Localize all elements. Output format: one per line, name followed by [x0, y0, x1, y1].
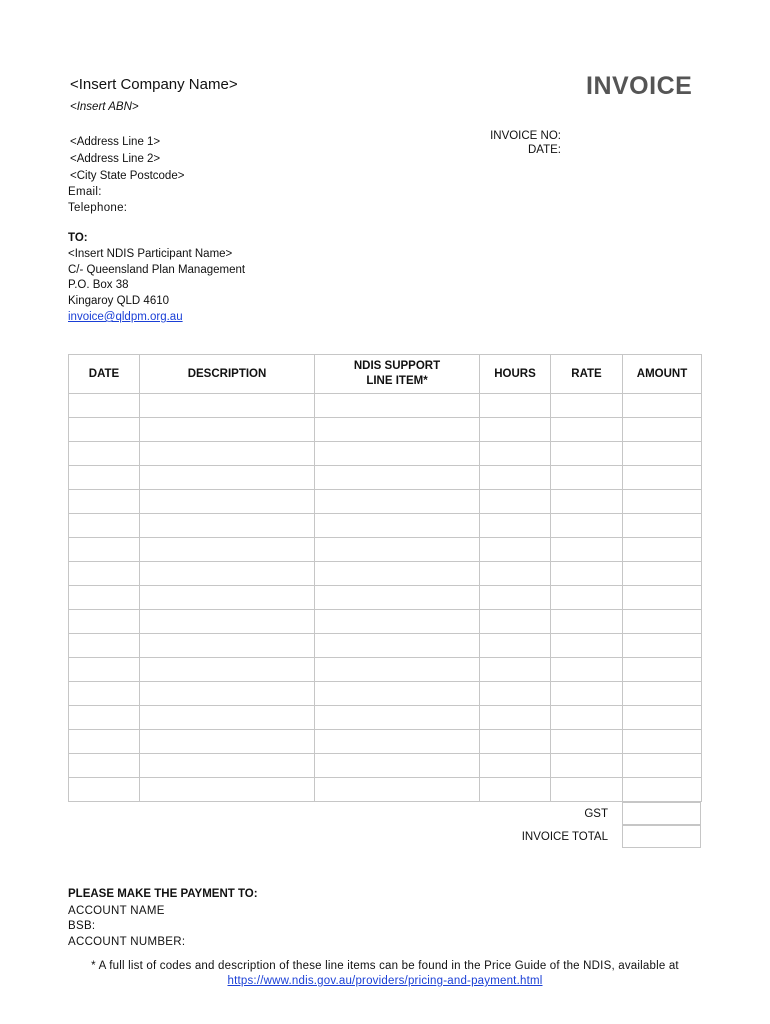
- company-name: <Insert Company Name>: [70, 76, 238, 93]
- cell-date[interactable]: [69, 466, 140, 490]
- bsb-label: BSB:: [68, 920, 96, 932]
- address-line-2: <Address Line 2>: [70, 153, 161, 165]
- cell-description[interactable]: [140, 466, 315, 490]
- cell-description[interactable]: [140, 586, 315, 610]
- cell-amount[interactable]: [623, 706, 702, 730]
- cell-description[interactable]: [140, 610, 315, 634]
- footnote-text: * A full list of codes and description of these line items can be found in the Price Guide of the NDIS, available at: [91, 960, 679, 972]
- participant-name: <Insert NDIS Participant Name>: [68, 248, 233, 260]
- table-row: [69, 514, 702, 538]
- cell-amount[interactable]: [623, 514, 702, 538]
- cell-hours[interactable]: [480, 394, 551, 418]
- cell-description[interactable]: [140, 442, 315, 466]
- cell-date[interactable]: [69, 418, 140, 442]
- table-row: [69, 610, 702, 634]
- cell-date[interactable]: [69, 730, 140, 754]
- cell-description[interactable]: [140, 490, 315, 514]
- cell-date[interactable]: [69, 562, 140, 586]
- cell-amount[interactable]: [623, 442, 702, 466]
- cell-date[interactable]: [69, 610, 140, 634]
- cell-description[interactable]: [140, 778, 315, 802]
- cell-ndis-support-line-item[interactable]: [315, 394, 480, 418]
- cell-ndis-support-line-item[interactable]: [315, 562, 480, 586]
- cell-ndis-support-line-item[interactable]: [315, 634, 480, 658]
- cell-description[interactable]: [140, 658, 315, 682]
- cell-date[interactable]: [69, 682, 140, 706]
- table-row: [69, 442, 702, 466]
- cell-ndis-support-line-item[interactable]: [315, 538, 480, 562]
- cell-date[interactable]: [69, 778, 140, 802]
- invoice-total-label: INVOICE TOTAL: [521, 831, 608, 843]
- cell-description[interactable]: [140, 514, 315, 538]
- cell-ndis-support-line-item[interactable]: [315, 442, 480, 466]
- cell-rate[interactable]: [551, 442, 623, 466]
- cell-date[interactable]: [69, 514, 140, 538]
- cell-rate[interactable]: [551, 610, 623, 634]
- cell-rate[interactable]: [551, 418, 623, 442]
- table-row: [69, 634, 702, 658]
- cell-hours[interactable]: [480, 418, 551, 442]
- gst-label: GST: [584, 808, 608, 820]
- plan-manager-name: C/- Queensland Plan Management: [68, 264, 246, 276]
- telephone-label: Telephone:: [68, 202, 128, 214]
- cell-rate[interactable]: [551, 754, 623, 778]
- column-header-date: DATE: [69, 355, 140, 394]
- cell-amount[interactable]: [623, 562, 702, 586]
- cell-ndis-support-line-item[interactable]: [315, 586, 480, 610]
- cell-description[interactable]: [140, 754, 315, 778]
- cell-description[interactable]: [140, 394, 315, 418]
- ndis-pricing-link[interactable]: https://www.ndis.gov.au/providers/pricing-and-payment.html: [227, 975, 543, 987]
- line-items-body: [69, 394, 702, 802]
- cell-hours[interactable]: [480, 754, 551, 778]
- table-row: [69, 466, 702, 490]
- cell-description[interactable]: [140, 562, 315, 586]
- date-label: DATE:: [527, 144, 561, 156]
- cell-description[interactable]: [140, 730, 315, 754]
- cell-hours[interactable]: [480, 442, 551, 466]
- cell-date[interactable]: [69, 754, 140, 778]
- cell-hours[interactable]: [480, 658, 551, 682]
- cell-rate[interactable]: [551, 730, 623, 754]
- email-label: Email:: [68, 186, 102, 198]
- cell-amount[interactable]: [623, 418, 702, 442]
- cell-rate[interactable]: [551, 634, 623, 658]
- cell-ndis-support-line-item[interactable]: [315, 706, 480, 730]
- cell-hours[interactable]: [480, 538, 551, 562]
- cell-date[interactable]: [69, 538, 140, 562]
- cell-date[interactable]: [69, 586, 140, 610]
- address-city-state-postcode: <City State Postcode>: [70, 170, 185, 182]
- cell-ndis-support-line-item[interactable]: [315, 466, 480, 490]
- cell-amount[interactable]: [623, 610, 702, 634]
- table-row: [69, 394, 702, 418]
- table-row: [69, 538, 702, 562]
- cell-ndis-support-line-item[interactable]: [315, 754, 480, 778]
- table-row: [69, 682, 702, 706]
- column-header-hours: HOURS: [480, 355, 551, 394]
- cell-rate[interactable]: [551, 706, 623, 730]
- table-row: [69, 730, 702, 754]
- cell-date[interactable]: [69, 658, 140, 682]
- cell-rate[interactable]: [551, 394, 623, 418]
- cell-description[interactable]: [140, 418, 315, 442]
- po-box: P.O. Box 38: [68, 279, 129, 291]
- cell-amount[interactable]: [623, 466, 702, 490]
- cell-rate[interactable]: [551, 490, 623, 514]
- table-row: [69, 562, 702, 586]
- to-label: TO:: [68, 232, 88, 244]
- company-abn: <Insert ABN>: [70, 101, 139, 113]
- recipient-email-link[interactable]: invoice@qldpm.org.au: [68, 311, 183, 323]
- table-row: [69, 754, 702, 778]
- column-header-rate: RATE: [551, 355, 623, 394]
- cell-ndis-support-line-item[interactable]: [315, 682, 480, 706]
- gst-value-cell[interactable]: [622, 802, 701, 825]
- account-name-label: ACCOUNT NAME: [68, 905, 165, 917]
- cell-rate[interactable]: [551, 514, 623, 538]
- cell-amount[interactable]: [623, 682, 702, 706]
- cell-rate[interactable]: [551, 562, 623, 586]
- address-line-1: <Address Line 1>: [70, 136, 161, 148]
- cell-amount[interactable]: [623, 490, 702, 514]
- cell-ndis-support-line-item[interactable]: [315, 418, 480, 442]
- cell-hours[interactable]: [480, 586, 551, 610]
- cell-hours[interactable]: [480, 778, 551, 802]
- cell-rate[interactable]: [551, 538, 623, 562]
- invoice-total-value-cell[interactable]: [622, 825, 701, 848]
- cell-date[interactable]: [69, 394, 140, 418]
- cell-amount[interactable]: [623, 730, 702, 754]
- cell-hours[interactable]: [480, 610, 551, 634]
- table-row: [69, 778, 702, 802]
- cell-ndis-support-line-item[interactable]: [315, 490, 480, 514]
- table-row: [69, 418, 702, 442]
- table-row: [69, 586, 702, 610]
- cell-date[interactable]: [69, 634, 140, 658]
- cell-amount[interactable]: [623, 538, 702, 562]
- payment-title: PLEASE MAKE THE PAYMENT TO:: [68, 888, 258, 900]
- cell-amount[interactable]: [623, 658, 702, 682]
- account-number-label: ACCOUNT NUMBER:: [68, 936, 186, 948]
- cell-amount[interactable]: [623, 586, 702, 610]
- cell-amount[interactable]: [623, 778, 702, 802]
- cell-rate[interactable]: [551, 682, 623, 706]
- cell-rate[interactable]: [551, 466, 623, 490]
- cell-hours[interactable]: [480, 634, 551, 658]
- invoice-title: INVOICE: [586, 72, 693, 100]
- city-postcode: Kingaroy QLD 4610: [68, 295, 170, 307]
- cell-rate[interactable]: [551, 658, 623, 682]
- cell-hours[interactable]: [480, 730, 551, 754]
- cell-hours[interactable]: [480, 466, 551, 490]
- table-header-row: [69, 355, 702, 394]
- cell-hours[interactable]: [480, 490, 551, 514]
- cell-ndis-support-line-item[interactable]: [315, 658, 480, 682]
- cell-date[interactable]: [69, 706, 140, 730]
- cell-ndis-support-line-item[interactable]: [315, 610, 480, 634]
- invoice-no-label: INVOICE NO:: [490, 130, 561, 142]
- table-row: [69, 706, 702, 730]
- cell-hours[interactable]: [480, 706, 551, 730]
- cell-description[interactable]: [140, 634, 315, 658]
- cell-description[interactable]: [140, 538, 315, 562]
- cell-date[interactable]: [69, 490, 140, 514]
- cell-ndis-support-line-item[interactable]: [315, 730, 480, 754]
- cell-ndis-support-line-item[interactable]: [315, 778, 480, 802]
- cell-amount[interactable]: [623, 394, 702, 418]
- column-header-amount: AMOUNT: [623, 355, 702, 394]
- cell-date[interactable]: [69, 442, 140, 466]
- table-row: [69, 490, 702, 514]
- cell-rate[interactable]: [551, 778, 623, 802]
- cell-amount[interactable]: [623, 634, 702, 658]
- cell-description[interactable]: [140, 706, 315, 730]
- cell-hours[interactable]: [480, 682, 551, 706]
- cell-hours[interactable]: [480, 562, 551, 586]
- line-items-table: [68, 354, 702, 802]
- cell-rate[interactable]: [551, 586, 623, 610]
- column-header-description: DESCRIPTION: [140, 355, 315, 394]
- cell-ndis-support-line-item[interactable]: [315, 514, 480, 538]
- table-row: [69, 658, 702, 682]
- cell-description[interactable]: [140, 682, 315, 706]
- column-header-ndis-support-line-item: NDIS SUPPORT LINE ITEM*: [315, 355, 480, 394]
- cell-hours[interactable]: [480, 514, 551, 538]
- cell-amount[interactable]: [623, 754, 702, 778]
